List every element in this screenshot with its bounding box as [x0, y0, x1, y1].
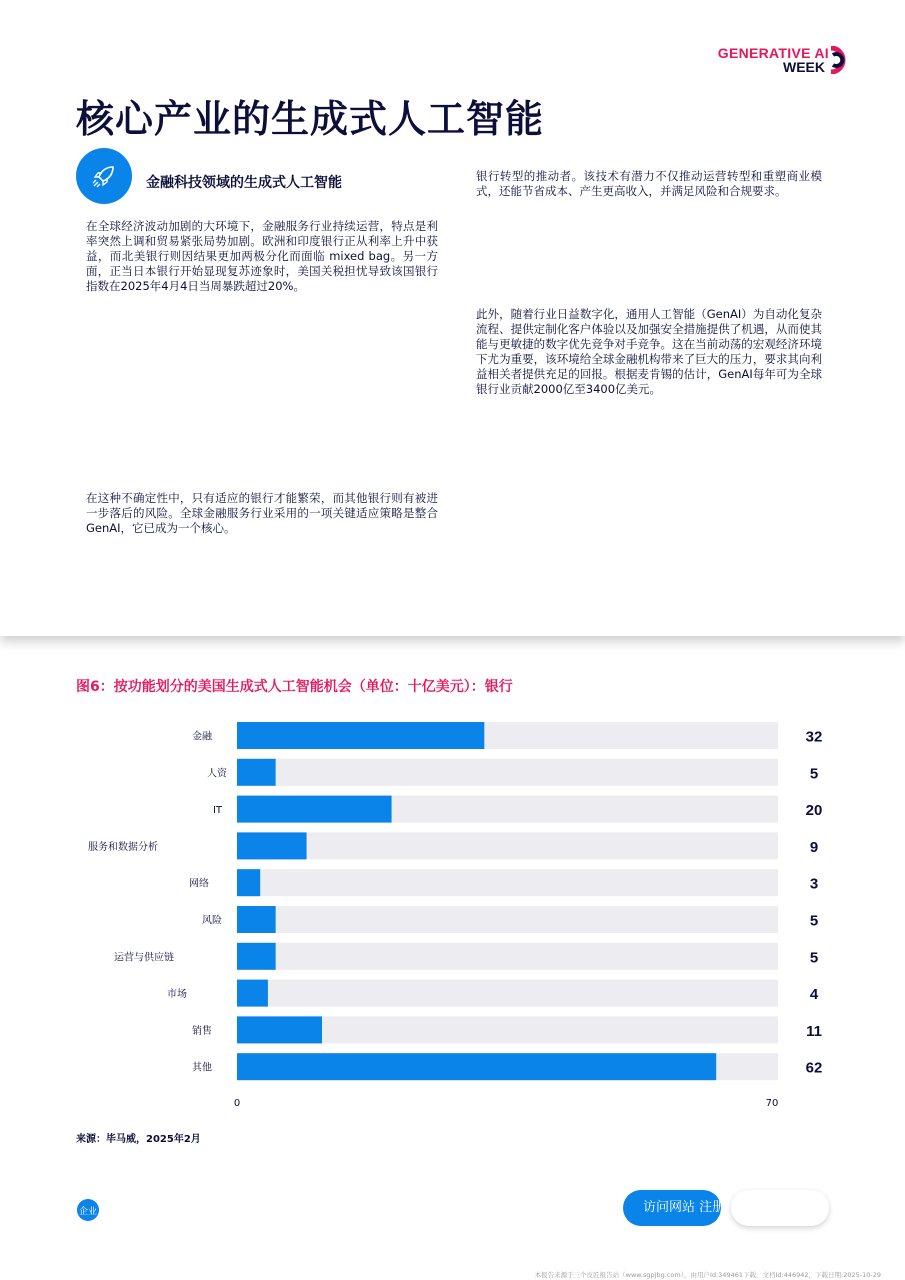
- bar-track: [237, 906, 778, 933]
- bar: [237, 796, 392, 823]
- section-heading: 金融科技领域的生成式人工智能: [146, 175, 342, 191]
- category-label: 金融: [192, 731, 212, 743]
- paragraph-4: 此外，随着行业日益数字化，通用人工智能（GenAI）为自动化复杂流程、提供定制化客户体验以及加强安全措施提供了机遇，从而使其能与更敏捷的数字优先竞争对手竞争。这在当前动荡的宏观经济环境下尤为重要，该环境给全球金融机构带来了巨大的压力，要求其向利益相关者提供充足的回报。根据麦肯锡的估计，GenAI每年可为全球银行业贡献2000亿至3400亿美元。: [476, 307, 822, 396]
- bar-track: [237, 869, 778, 896]
- value-label: 5: [809, 949, 819, 967]
- bar: [237, 869, 260, 896]
- value-label: 5: [809, 765, 819, 783]
- category-label: 运营与供应链: [114, 952, 174, 964]
- category-label: 服务和数据分析: [88, 841, 158, 853]
- rocket-icon: [76, 148, 132, 204]
- x-tick-label: 0: [233, 1098, 241, 1109]
- report-page-top: [0, 0, 905, 636]
- bar: [237, 1016, 322, 1043]
- category-label: 风险: [202, 915, 222, 927]
- bar: [237, 832, 307, 859]
- logo-text-line1: GENERATIVE AI: [717, 45, 829, 61]
- bar-track: [237, 832, 778, 859]
- value-label: 5: [809, 912, 819, 930]
- bar-track: [237, 943, 778, 970]
- bar: [237, 980, 268, 1007]
- bar: [237, 722, 484, 749]
- bar-track: [237, 980, 778, 1007]
- value-label: 32: [805, 728, 823, 746]
- value-label: 20: [805, 802, 823, 820]
- value-label: 4: [809, 986, 819, 1004]
- value-label: 11: [806, 1022, 822, 1040]
- value-label: 3: [809, 875, 819, 893]
- category-label: 市场: [167, 989, 187, 1001]
- register-button[interactable]: [731, 1190, 829, 1226]
- category-label: 销售: [192, 1025, 212, 1037]
- category-label: 其他: [192, 1062, 212, 1074]
- source-note: 来源：毕马威，2025年2月: [76, 1134, 201, 1145]
- value-label: 9: [809, 838, 819, 856]
- paragraph-1: 在全球经济波动加剧的大环境下，金融服务行业持续运营，特点是利率突然上调和贸易紧张局势加剧。欧洲和印度银行正从利率上升中获益，而北美银行则因结果更加两极分化而面临 mixed bag。另一方面，正当日本银行开始显现复苏迹象时，美国关税担忧导致该国银行指数在2025年4月4日当周暴跌超过20%。: [86, 219, 438, 293]
- bar: [237, 943, 276, 970]
- paragraph-3: 银行转型的推动者。该技术有潜力不仅推动运营转型和重塑商业模式，还能节省成本、产生更高收入，并满足风险和合规要求。: [476, 169, 822, 198]
- bar: [237, 1053, 716, 1080]
- visit-site-button[interactable]: 访问网站 注册: [623, 1190, 721, 1226]
- x-tick-label: 70: [765, 1098, 779, 1109]
- paragraph-2: 在这种不确定性中，只有适应的银行才能繁荣，而其他银行则有被进一步落后的风险。全球金融服务行业采用的一项关键适应策略是整合GenAI，它已成为一个核心。: [86, 491, 438, 535]
- value-label: 62: [805, 1059, 823, 1077]
- category-label: 网络: [189, 878, 209, 890]
- corner-badge[interactable]: 企业: [77, 1199, 99, 1221]
- category-label: 人资: [207, 768, 227, 780]
- category-label: IT: [212, 805, 222, 817]
- bar: [237, 906, 276, 933]
- logo-text-line2: WEEK: [783, 59, 825, 75]
- logo: [718, 46, 829, 74]
- chart-title: 图6：按功能划分的美国生成式人工智能机会（单位：十亿美元）：银行: [76, 679, 513, 695]
- page-title: 核心产业的生成式人工智能: [76, 97, 545, 141]
- bar: [237, 759, 276, 786]
- logo-mark-icon: [827, 46, 851, 74]
- bar-track: [237, 759, 778, 786]
- footer-note: 本报告来源于三个皮匠报告站（www.sgpjbg.com），由用户Id:349461下载，文档Id:446942，下载日期:2025-10-29: [534, 1271, 881, 1279]
